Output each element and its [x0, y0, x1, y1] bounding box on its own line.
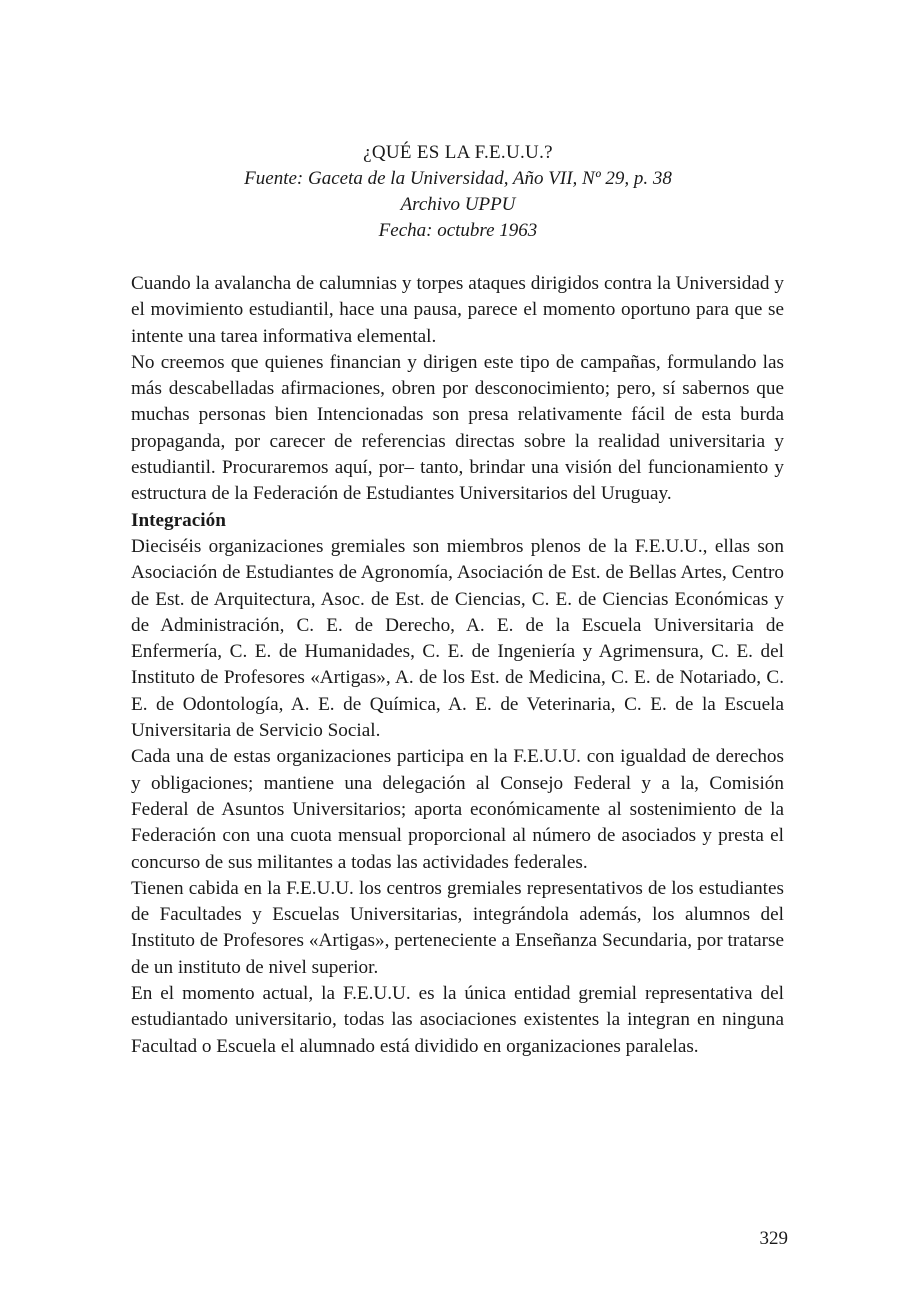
- paragraph-intro: Cuando la avalancha de calumnias y torpes ataques dirigidos contra la Universidad y el movimiento estudiantil, hace una pausa, parece el momento oportuno para que se intente una tarea informativa elemental.: [131, 273, 784, 347]
- paragraph-participation: Cada una de estas organizaciones participa en la F.E.U.U. con igualdad de derechos y obligaciones; mantiene una delegación al Consejo Federal y a la, Comisión Federal de Asuntos Universitarios; aporta económicamente al sostenimiento de la Federación con una cuota mensual proporcional al número de asociados y presta el concurso de sus militantes a todas las actividades federales.: [131, 746, 784, 873]
- source-line: Fuente: Gaceta de la Universidad, Año VII, Nº 29, p. 38: [244, 168, 672, 189]
- paragraph-campaigns: No creemos que quienes financian y dirigen este tipo de campañas, formulando las más descabelladas afirmaciones, obren por desconocimiento; pero, sí sabernos que muchas personas bien Intencionadas son presa relativamente fácil de esta burda propaganda, por carecer de referencias directas sobre la realidad universitaria y estudiantil. Procuraremos aquí, por– tanto, brindar una visión del funcionamiento y estructura de la Federación de Estudiantes Universitarios del Uruguay.: [131, 351, 784, 505]
- archive-line: Archivo UPPU: [400, 194, 516, 215]
- page-number: 329: [759, 1228, 788, 1249]
- paragraph-current-situation: En el momento actual, la F.E.U.U. es la única entidad gremial representativa del estudiantado universitario, todas las asociaciones existentes la integran en ninguna Facultad o Escuela el alumnado está dividido en organizaciones paralelas.: [131, 983, 784, 1057]
- paragraph-membership-scope: Tienen cabida en la F.E.U.U. los centros gremiales representativos de los estudiantes de Facultades y Escuelas Universitarias, integrándola además, los alumnos del Instituto de Profesores «Artigas», perteneciente a Enseñanza Secundaria, por tratarse de un instituto de nivel superior.: [131, 877, 784, 978]
- document-title: ¿QUÉ ES LA F.E.U.U.?: [363, 142, 553, 163]
- date-line: Fecha: octubre 1963: [378, 220, 538, 241]
- document-header: [0, 140, 916, 244]
- paragraph-member-organizations: Dieciséis organizaciones gremiales son miembros plenos de la F.E.U.U., ellas son Asociación de Estudiantes de Agronomía, Asociación de Est. de Bellas Artes, Centro de Est. de Arquitectura, Asoc. de Est. de Ciencias, C. E. de Ciencias Económicas y de Administración, C. E. de Derecho, A. E. de la Escuela Universitaria de Enfermería, C. E. de Humanidades, C. E. de Ingeniería y Agrimensura, C. E. del Instituto de Profesores «Artigas», A. de los Est. de Medicina, C. E. de Notariado, C. E. de Odontología, A. E. de Química, A. E. de Veterinaria, C. E. de la Escuela Universitaria de Servicio Social.: [131, 535, 784, 742]
- section-heading-integracion: Integración: [131, 509, 226, 531]
- document-body: [131, 271, 784, 1060]
